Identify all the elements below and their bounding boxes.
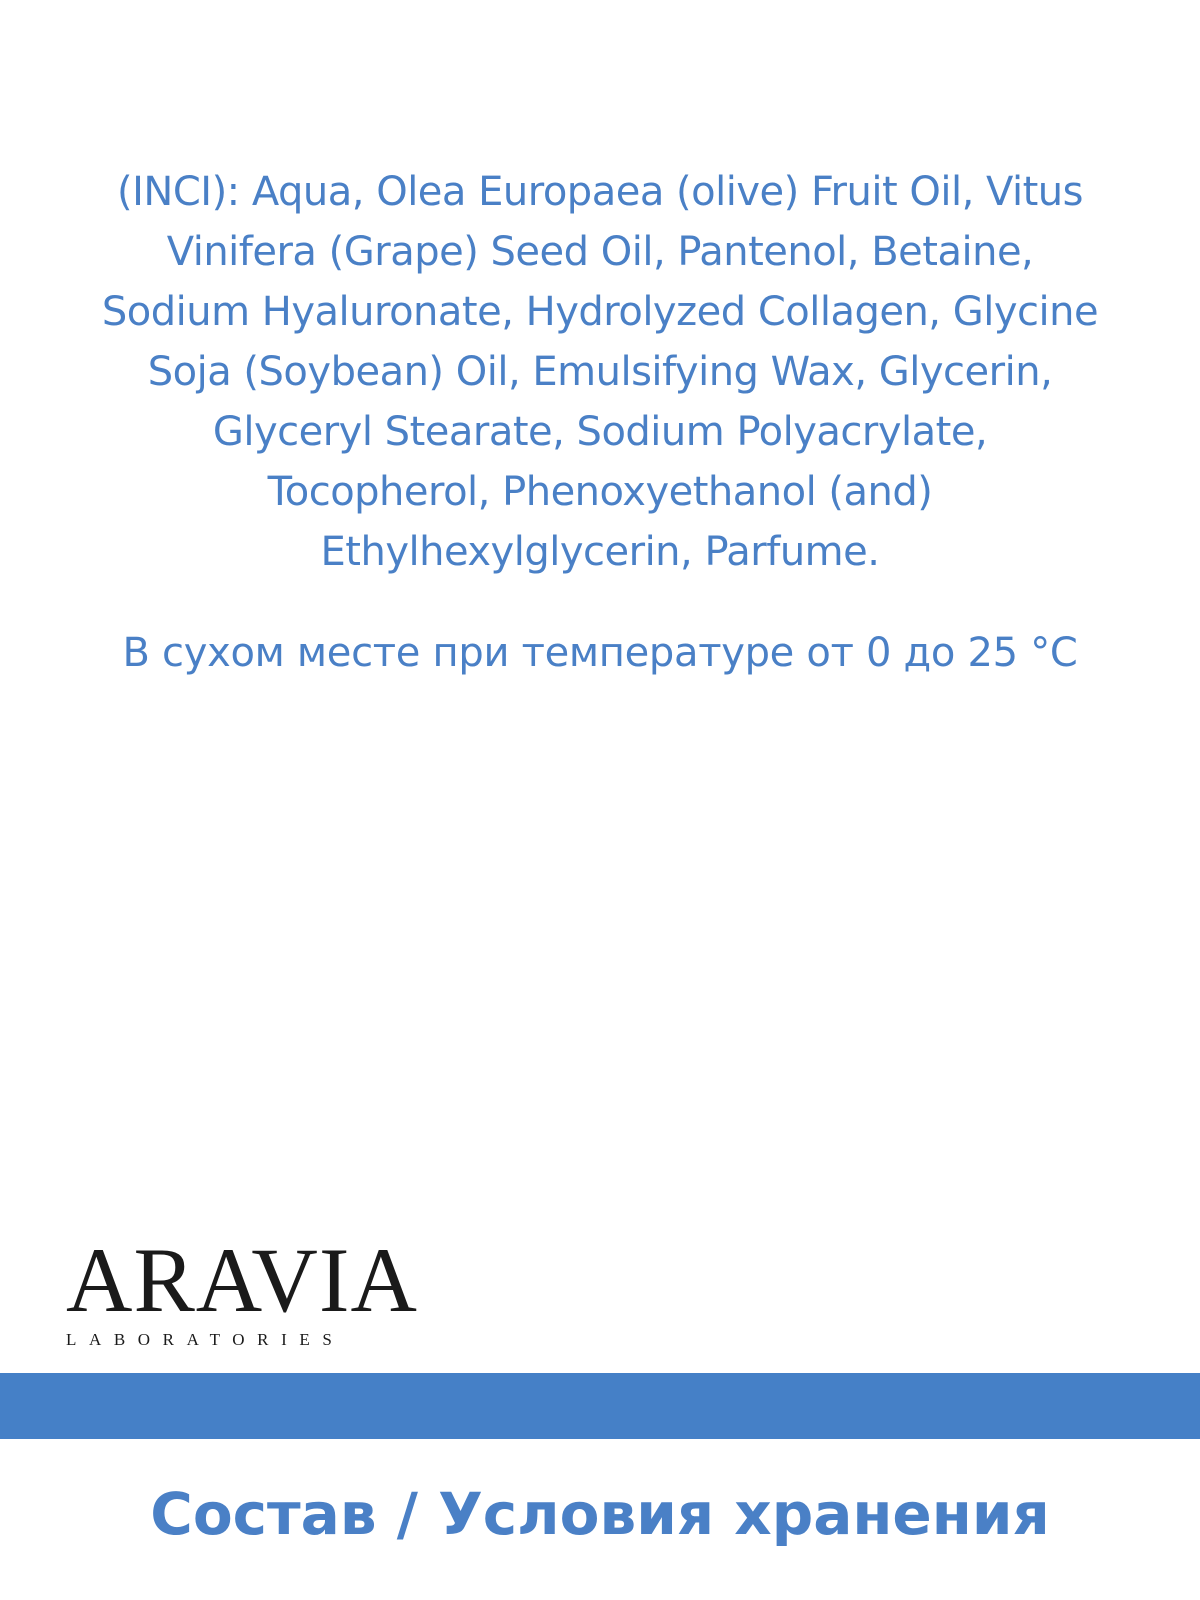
ingredients-line: Tocopherol, Phenoxyethanol (and)	[267, 469, 933, 515]
ingredients-line: Glyceryl Stearate, Sodium Polyacrylate,	[212, 409, 988, 455]
storage-conditions: В сухом месте при температуре от 0 до 25 °С	[122, 630, 1078, 676]
ingredients-line: Sodium Hyaluronate, Hydrolyzed Collagen, Glycine	[101, 289, 1099, 335]
ingredients-line: Vinifera (Grape) Seed Oil, Pantenol, Betaine,	[166, 229, 1034, 275]
ingredients-line: (INCI): Aqua, Olea Europaea (olive) Fruit Oil, Vitus	[117, 169, 1083, 215]
logo-subtitle: LABORATORIES	[66, 1330, 345, 1349]
logo-wordmark: ARAVIA	[66, 1229, 418, 1331]
accent-band	[0, 1373, 1200, 1439]
ingredients-list	[50, 162, 1150, 582]
ingredients-line: Soja (Soybean) Oil, Emulsifying Wax, Glycerin,	[147, 349, 1053, 395]
ingredients-line: Ethylhexylglycerin, Parfume.	[320, 529, 880, 575]
brand-logo	[66, 1229, 418, 1350]
footer-title: Состав / Условия хранения	[150, 1480, 1050, 1548]
